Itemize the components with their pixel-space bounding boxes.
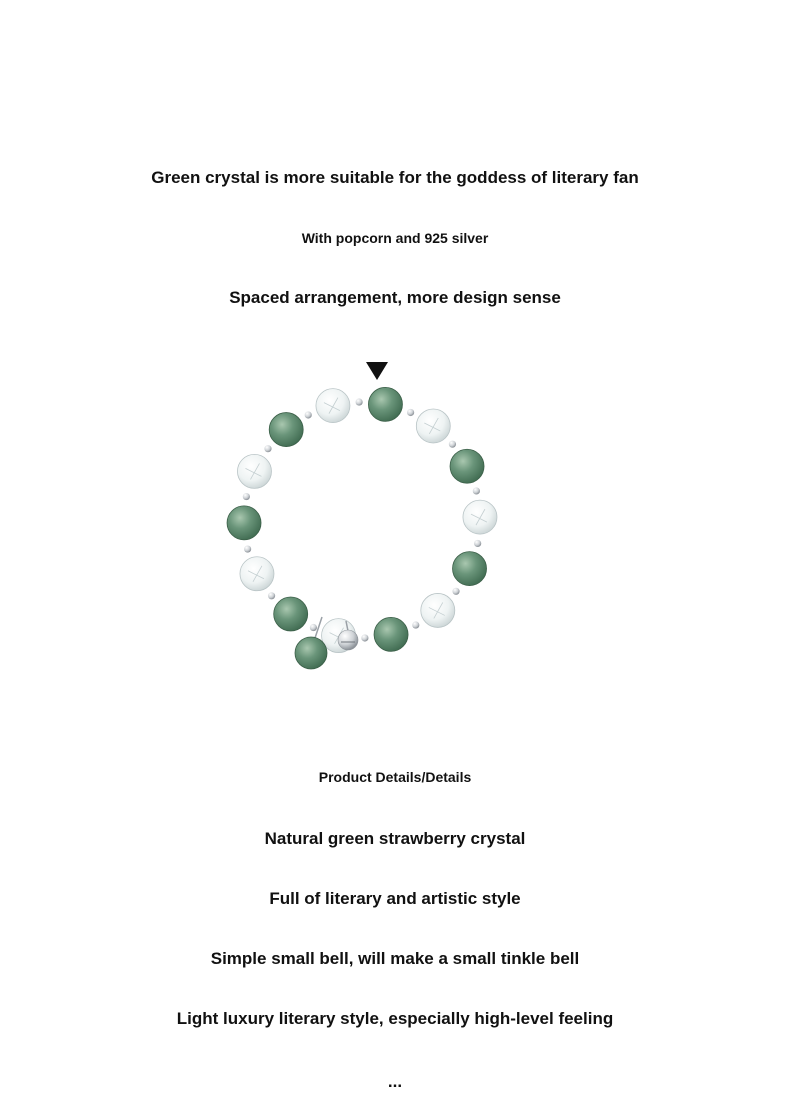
detail-item: Light luxury literary style, especially high-level feeling <box>176 1009 614 1028</box>
silver-spacer <box>452 588 459 595</box>
green-bead <box>274 597 308 631</box>
design-text: Spaced arrangement, more design sense <box>229 288 561 307</box>
silver-spacer <box>412 621 419 628</box>
silver-spacer <box>473 487 480 494</box>
silver-spacer <box>264 445 271 452</box>
detail-item: Natural green strawberry crystal <box>264 829 526 848</box>
clear-bead <box>316 389 350 423</box>
silver-spacer <box>268 592 275 599</box>
silver-spacer <box>407 409 414 416</box>
headline-text: Green crystal is more suitable for the goddess of literary fan <box>151 168 639 187</box>
green-bead <box>368 387 402 421</box>
details-heading: Product Details/Details <box>318 769 472 785</box>
silver-spacer <box>310 624 317 631</box>
silver-spacer <box>474 540 481 547</box>
green-bead <box>453 552 487 586</box>
green-bead <box>269 413 303 447</box>
silver-spacer <box>356 398 363 405</box>
green-bead <box>450 449 484 483</box>
silver-spacer <box>243 493 250 500</box>
ellipsis-text: ... <box>387 1072 403 1091</box>
green-bead <box>374 617 408 651</box>
down-triangle-icon <box>366 362 388 380</box>
clear-bead <box>240 557 274 591</box>
silver-bell <box>338 630 358 650</box>
silver-spacer <box>305 411 312 418</box>
bracelet-image <box>220 385 520 685</box>
green-bead <box>227 506 261 540</box>
green-drop-bead <box>295 637 327 669</box>
silver-spacer <box>244 545 251 552</box>
silver-spacer <box>361 634 368 641</box>
detail-item: Simple small bell, will make a small tinkle bell <box>210 949 580 968</box>
silver-spacer <box>449 441 456 448</box>
clear-bead <box>416 409 450 443</box>
clear-bead <box>463 500 497 534</box>
clear-bead <box>237 454 271 488</box>
clear-bead <box>421 593 455 627</box>
detail-item: Full of literary and artistic style <box>269 889 521 908</box>
material-text: With popcorn and 925 silver <box>301 230 489 246</box>
